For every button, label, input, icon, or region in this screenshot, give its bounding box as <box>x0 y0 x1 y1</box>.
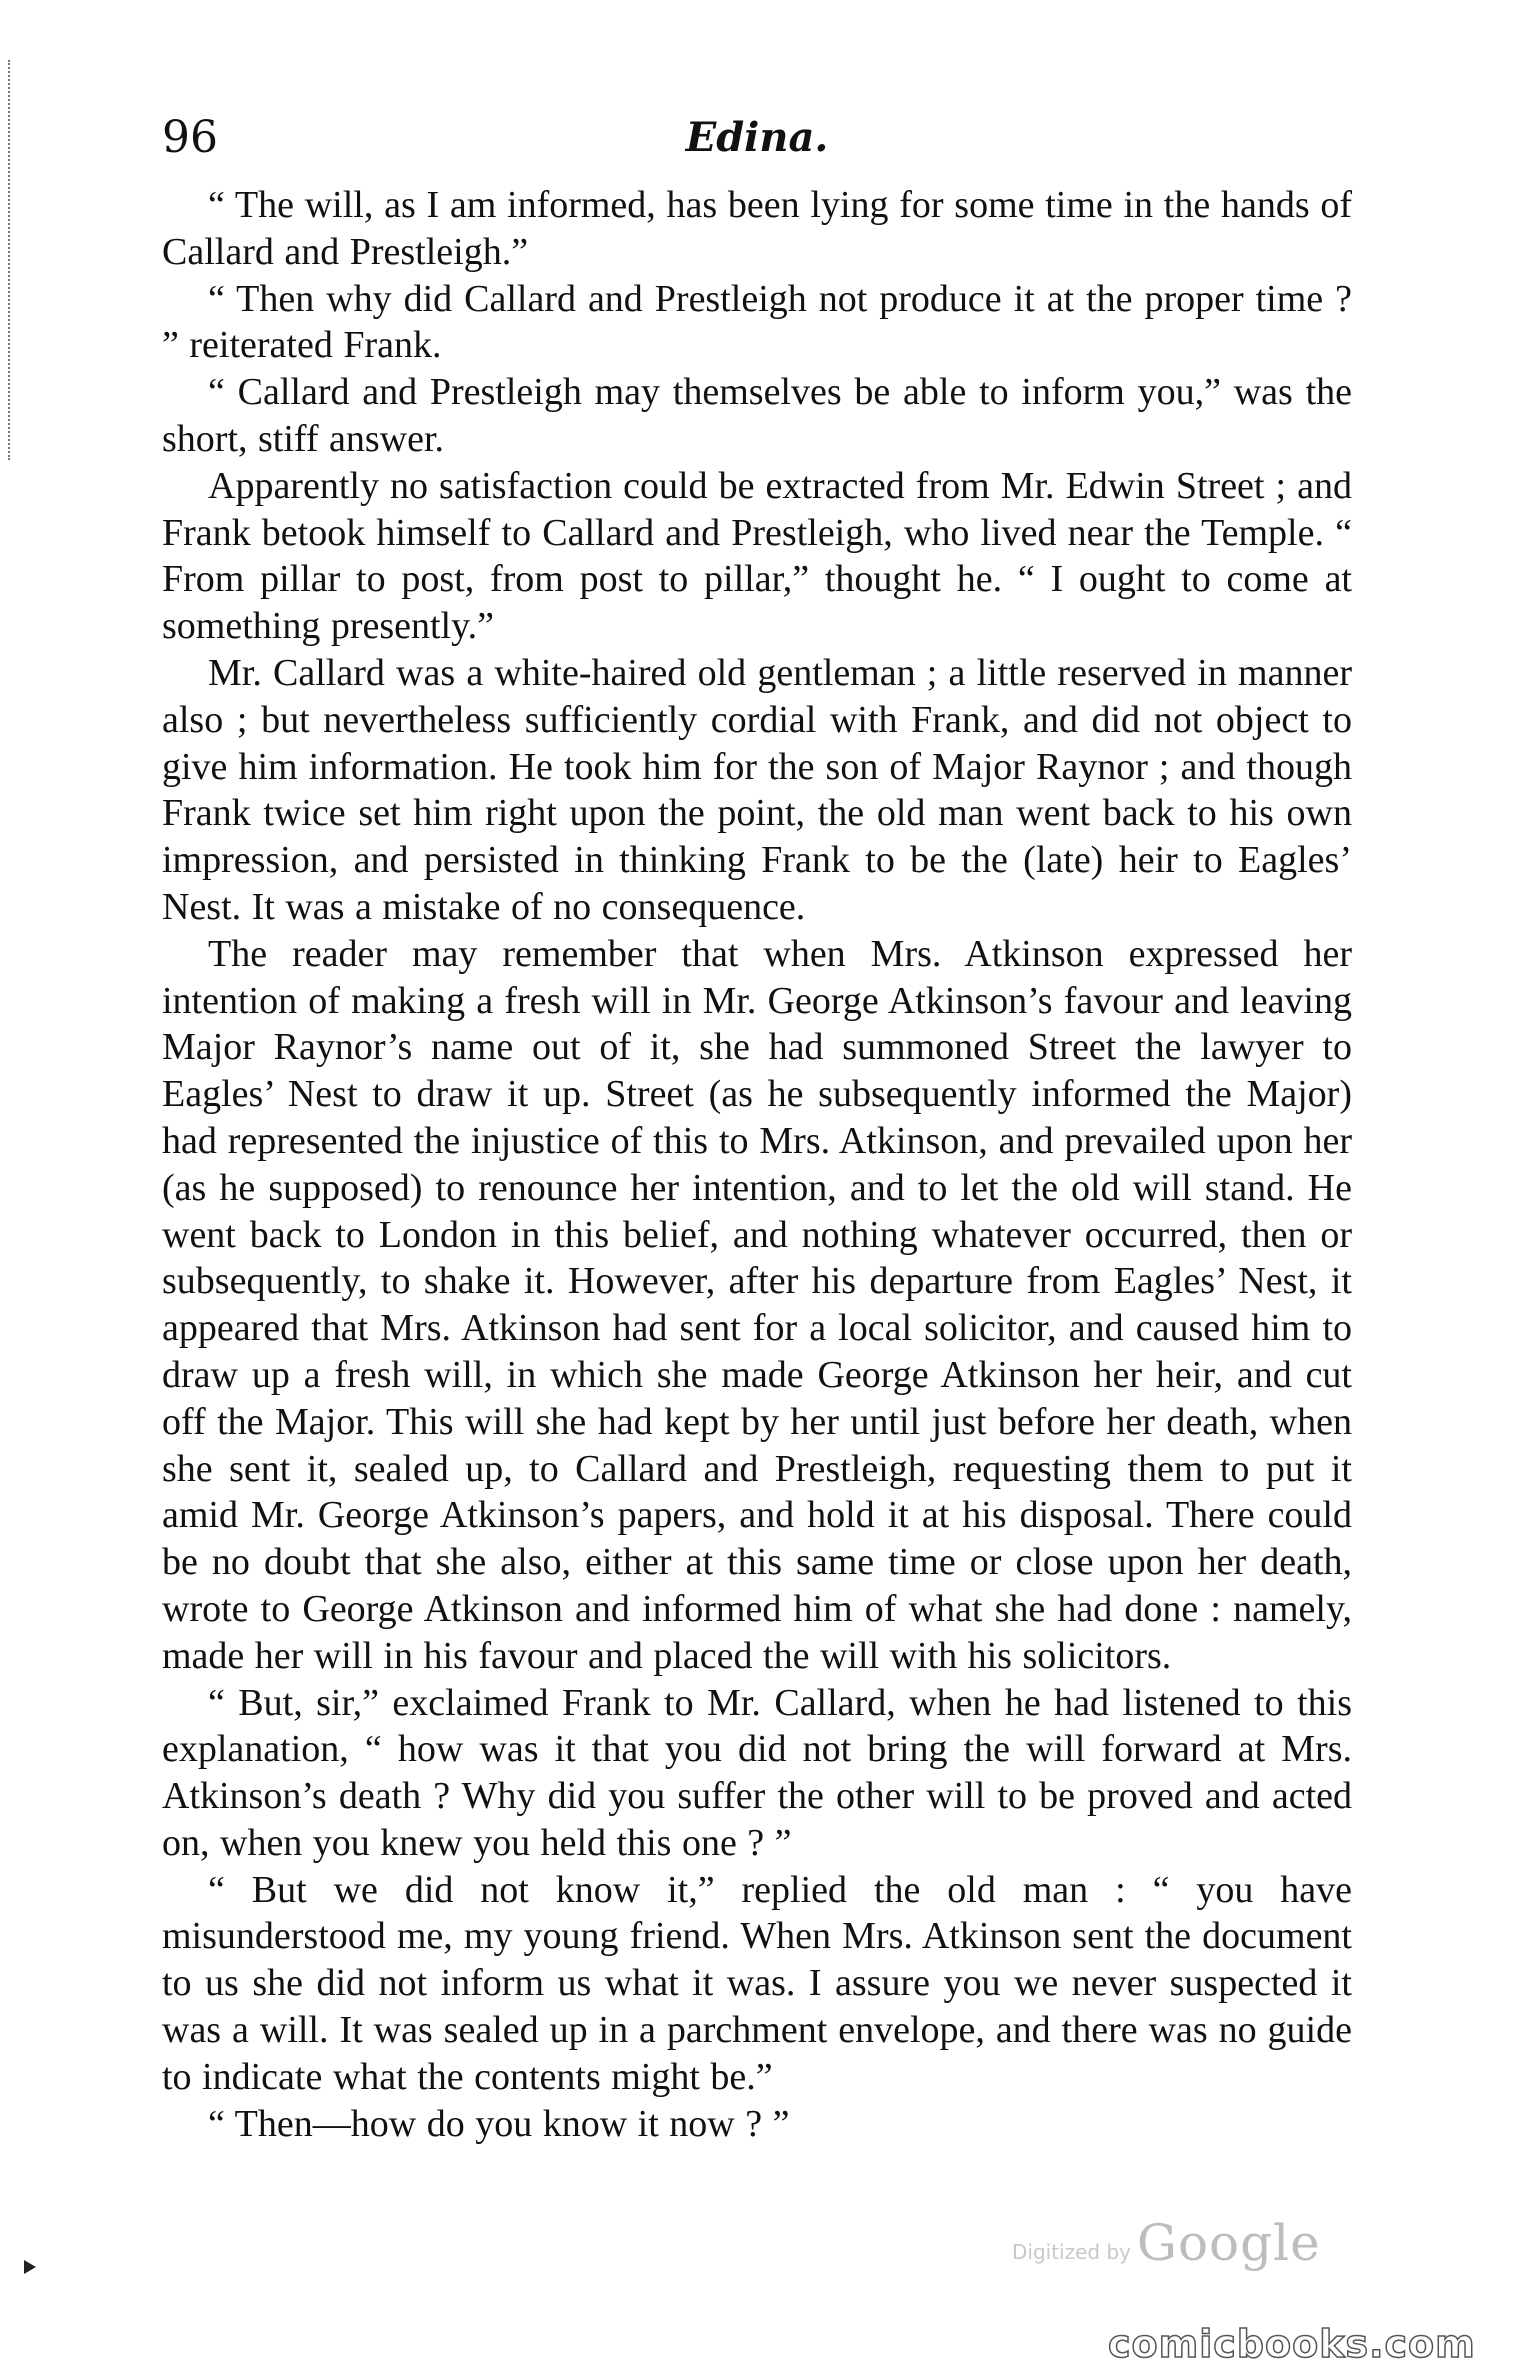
paragraph: “ Then—how do you know it now ? ” <box>208 2102 790 2145</box>
scan-margin-marks <box>8 60 16 460</box>
page-header <box>162 108 1352 168</box>
paragraph: “ The will, as I am informed, has been lying for some time in the hands of Callard and Prestleigh.” <box>162 184 1352 273</box>
running-title: Edina. <box>685 114 829 161</box>
site-watermark: comicbooks.com <box>1108 2322 1476 2366</box>
paragraph: “ Callard and Prestleigh may themselves be able to inform you,” was the short, stiff answer. <box>162 371 1352 460</box>
body-text <box>162 182 1352 2147</box>
watermark-google: Google <box>1137 2214 1321 2272</box>
paragraph: Apparently no satisfaction could be extracted from Mr. Edwin Street ; and Frank betook himself to Callard and Prestleigh, who lived near the Temple. “ From pillar to post, from post to pillar,” thought he. “ I ought to come at something presently.” <box>162 464 1352 648</box>
paragraph: “ Then why did Callard and Prestleigh not produce it at the proper time ? ” reiterated Frank. <box>162 277 1352 367</box>
paragraph: The reader may remember that when Mrs. Atkinson expressed her intention of making a fresh will in Mr. George Atkinson’s favour and leaving Major Raynor’s name out of it, she had summoned Street the lawyer to Eagles’ Nest to draw it up. Street (as he subsequently informed the Major) had represented the injustice of this to Mrs. Atkinson, and prevailed upon her (as he supposed) to renounce her intention, and to let the old will stand. He went back to London in this belief, and nothing whatever occurred, then or subsequently, to shake it. However, after his departure from Eagles’ Nest, it appeared that Mrs. Atkinson had sent for a local solicitor, and caused him to draw up a fresh will, in which she made George Atkinson her heir, and cut off the Major. This will she had kept by her until just before her death, when she sent it, sealed up, to Callard and Prestleigh, requesting them to put it amid Mr. George Atkinson’s papers, and hold it at his disposal. There could be no doubt that she also, either at this same time or close upon her death, wrote to George Atkinson and informed him of what she had done : namely, made her will in his favour and placed the will with his solicitors. <box>162 932 1352 1677</box>
corner-arrow-icon <box>24 2260 36 2274</box>
paragraph: “ But we did not know it,” replied the old man : “ you have misunderstood me, my young friend. When Mrs. Atkinson sent the document to us she did not inform us what it was. I assure you we never suspected it was a will. It was sealed up in a parchment envelope, and there was no guide to indicate what the contents might be.” <box>162 1868 1352 2098</box>
paragraph: “ But, sir,” exclaimed Frank to Mr. Callard, when he had listened to this explanation, “ how was it that you did not bring the will forward at Mrs. Atkinson’s death ? Why did you suffer the other will to be proved and acted on, when you knew you held this one ? ” <box>162 1681 1352 1864</box>
paragraph: Mr. Callard was a white-haired old gentleman ; a little reserved in manner also ; but nevertheless sufficiently cordial with Frank, and did not object to give him information. He took him for the son of Major Raynor ; and though Frank twice set him right upon the point, the old man went back to his own impression, and persisted in thinking Frank to be the (late) heir to Eagles’ Nest. It was a mistake of no consequence. <box>162 651 1352 928</box>
google-watermark <box>1012 2214 1352 2274</box>
page-number: 96 <box>162 112 218 163</box>
watermark-digitized-by: Digitized by <box>1012 2240 1131 2264</box>
